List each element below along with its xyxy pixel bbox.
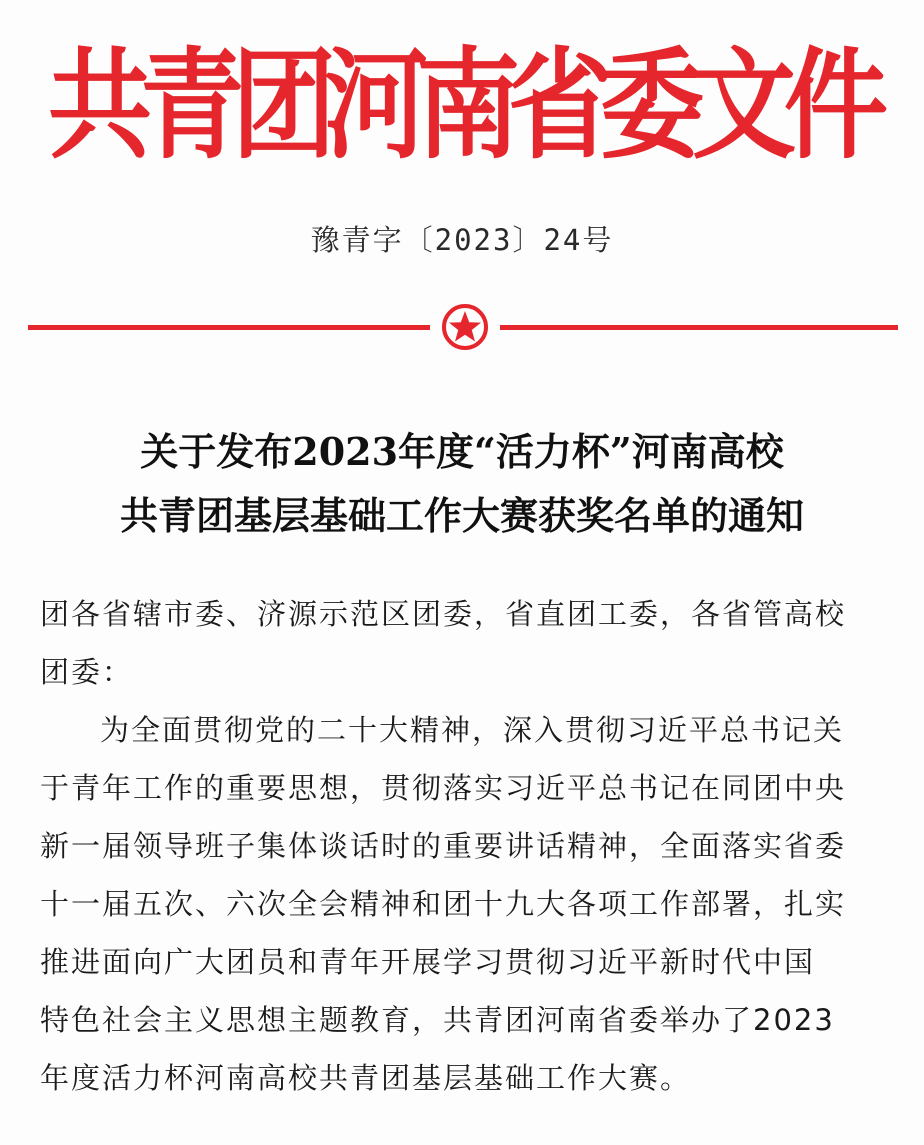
salutation-line-1: 团各省辖市委、济源示范区团委，省直团工委，各省管高校 [40, 597, 847, 631]
paragraph-1-line-5: 推进面向广大团员和青年开展学习贯彻习近平新时代中国 [40, 945, 816, 979]
paragraph-1-line-7: 年度活力杯河南高校共青团基层基础工作大赛。 [40, 1061, 692, 1095]
paragraph-1-line-1: 为全面贯彻党的二十大精神，深入贯彻习近平总书记关 [100, 713, 845, 747]
title-line-2: 共青团基层基础工作大赛获奖名单的通知 [119, 493, 804, 538]
paragraph-1-line-2: 于青年工作的重要思想，贯彻落实习近平总书记在同团中央 [40, 771, 847, 805]
document-body [40, 585, 890, 1107]
red-star-emblem-icon [440, 302, 490, 352]
title-line-1: 关于发布2023年度“活力杯”河南高校 [140, 429, 784, 474]
paragraph-1-line-4: 十一届五次、六次全会精神和团十九大各项工作部署，扎实 [40, 887, 847, 921]
divider-rule-right [500, 325, 898, 330]
red-divider [0, 298, 924, 358]
document-title [0, 420, 924, 548]
salutation-line-2: 团委： [40, 655, 134, 689]
paragraph-1-line-3: 新一届领导班子集体谈话时的重要讲话精神，全面落实省委 [40, 829, 847, 863]
document-number: 豫青字〔2023〕24号 [310, 223, 614, 257]
paragraph-1-line-6: 特色社会主义思想主题教育，共青团河南省委举办了2023 [40, 1003, 835, 1037]
masthead-title: 共青团河南省委文件 [47, 33, 876, 176]
divider-rule-left [28, 325, 430, 330]
